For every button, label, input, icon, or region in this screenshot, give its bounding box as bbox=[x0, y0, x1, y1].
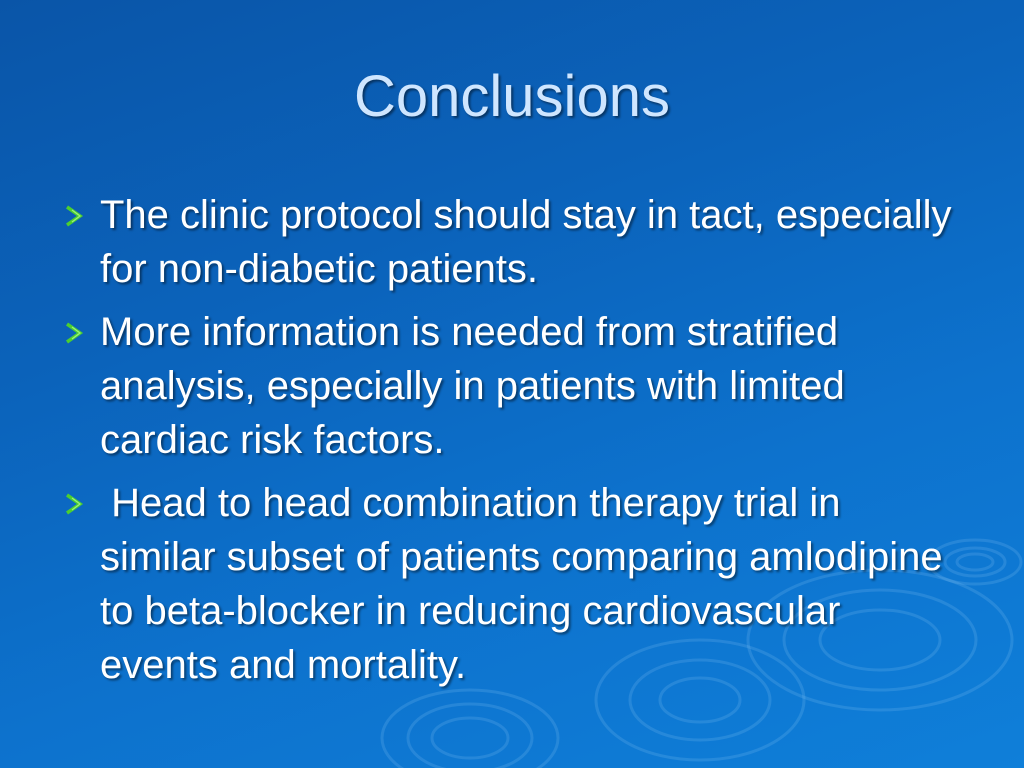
bullet-item bbox=[62, 476, 962, 692]
bullet-text: More information is needed from stratified analysis, especially in patients with limited cardiac risk factors. bbox=[100, 310, 845, 462]
bullet-item bbox=[62, 305, 962, 467]
bullet-text: Head to head combination therapy trial in similar subset of patients comparing amlodipine to beta-blocker in reducing cardiovascular events and mortality. bbox=[100, 481, 954, 687]
bullet-list bbox=[62, 188, 962, 701]
arrow-bullet-icon bbox=[62, 320, 88, 346]
slide-title: Conclusions bbox=[354, 64, 670, 129]
bullet-text: The clinic protocol should stay in tact, especially for non-diabetic patients. bbox=[100, 193, 952, 291]
arrow-bullet-icon bbox=[62, 491, 88, 517]
arrow-bullet-icon bbox=[62, 203, 88, 229]
bullet-item bbox=[62, 188, 962, 296]
